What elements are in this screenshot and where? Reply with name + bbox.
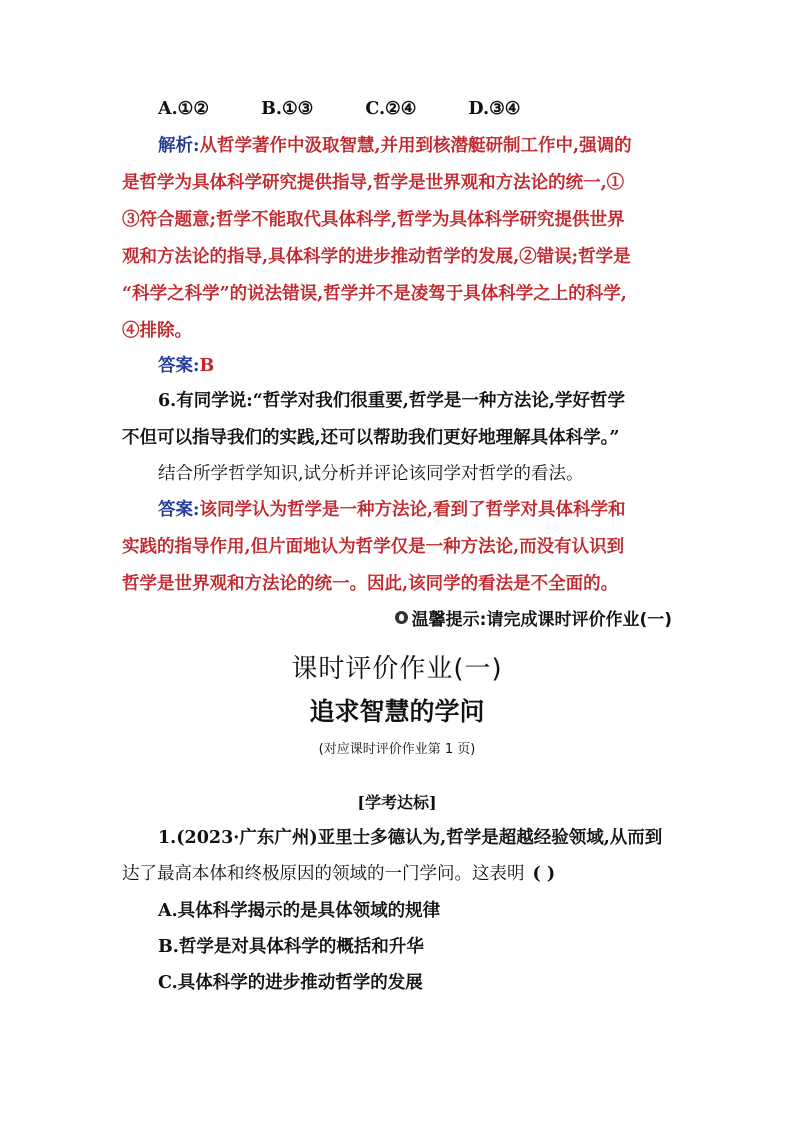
q6-answer-line-1 [158,498,626,522]
section-note: (对应课时评价作业第 1 页) [318,742,476,757]
section-level: [学考达标] [357,793,437,812]
q5-option-a: A.①② [158,99,210,119]
q6-answer-line-3: 哲学是世界观和方法论的统一。因此,该同学的看法是不全面的。 [122,574,619,594]
q5-analysis-line-2: 是哲学为具体科学研究提供指导,哲学是世界观和方法论的统一,① [122,173,625,193]
q5-analysis-line-5: “科学之科学”的说法错误,哲学并不是凌驾于具体科学之上的科学, [122,284,627,304]
section-title: 课时评价作业(一) [291,654,503,684]
tip-note [395,605,672,630]
answer-blank: ( ) [532,864,556,884]
tip-icon [395,611,408,624]
q6-stem-line-3: 结合所学哲学知识,试分析并评论该同学对哲学的看法。 [158,464,584,484]
q5-analysis-line-6: ④排除。 [122,321,192,341]
q1-option-c: C.具体科学的进步推动哲学的发展 [158,973,423,993]
q6-answer-line-2: 实践的指导作用,但片面地认为哲学仅是一种方法论,而没有认识到 [122,537,625,557]
q5-options [158,97,572,121]
section-subtitle: 追求智慧的学问 [309,697,485,726]
q1-stem-text: 达了最高本体和终极原因的领域的一门学问。这表明 [122,864,525,884]
tip-text: 温馨提示:请完成课时评价作业(一) [411,610,672,630]
q1-option-a: A.具体科学揭示的是具体领域的规律 [158,901,441,921]
analysis-text: 从哲学著作中汲取智慧,并用到核潜艇研制工作中,强调的 [199,136,632,156]
q1-stem-line-1: 1.(2023·广东广州)亚里士多德认为,哲学是超越经验领域,从而到 [158,828,663,848]
q5-answer [158,354,214,378]
q6-stem-line-1: 6.有同学说:“哲学对我们很重要,哲学是一种方法论,学好哲学 [158,391,625,411]
answer-value: B [199,356,215,376]
q1-option-b: B.哲学是对具体科学的概括和升华 [158,937,424,957]
answer-label: 答案: [158,356,200,376]
analysis-label: 解析: [158,136,200,156]
q5-option-c: C.②④ [365,99,417,119]
answer-text: 该同学认为哲学是一种方法论,看到了哲学对具体科学和 [199,500,626,520]
q5-analysis-line-1 [158,134,632,158]
q6-stem-line-2: 不但可以指导我们的实践,还可以帮助我们更好地理解具体科学。” [122,428,620,448]
q5-option-b: B.①③ [261,99,314,119]
q5-analysis-line-4: 观和方法论的指导,具体科学的进步推动哲学的发展,②错误;哲学是 [122,247,631,267]
q1-stem-line-2 [122,862,555,886]
answer-label: 答案: [158,500,200,520]
q5-analysis-line-3: ③符合题意;哲学不能取代具体科学,哲学为具体科学研究提供世界 [122,210,625,230]
q5-option-d: D.③④ [468,99,521,119]
